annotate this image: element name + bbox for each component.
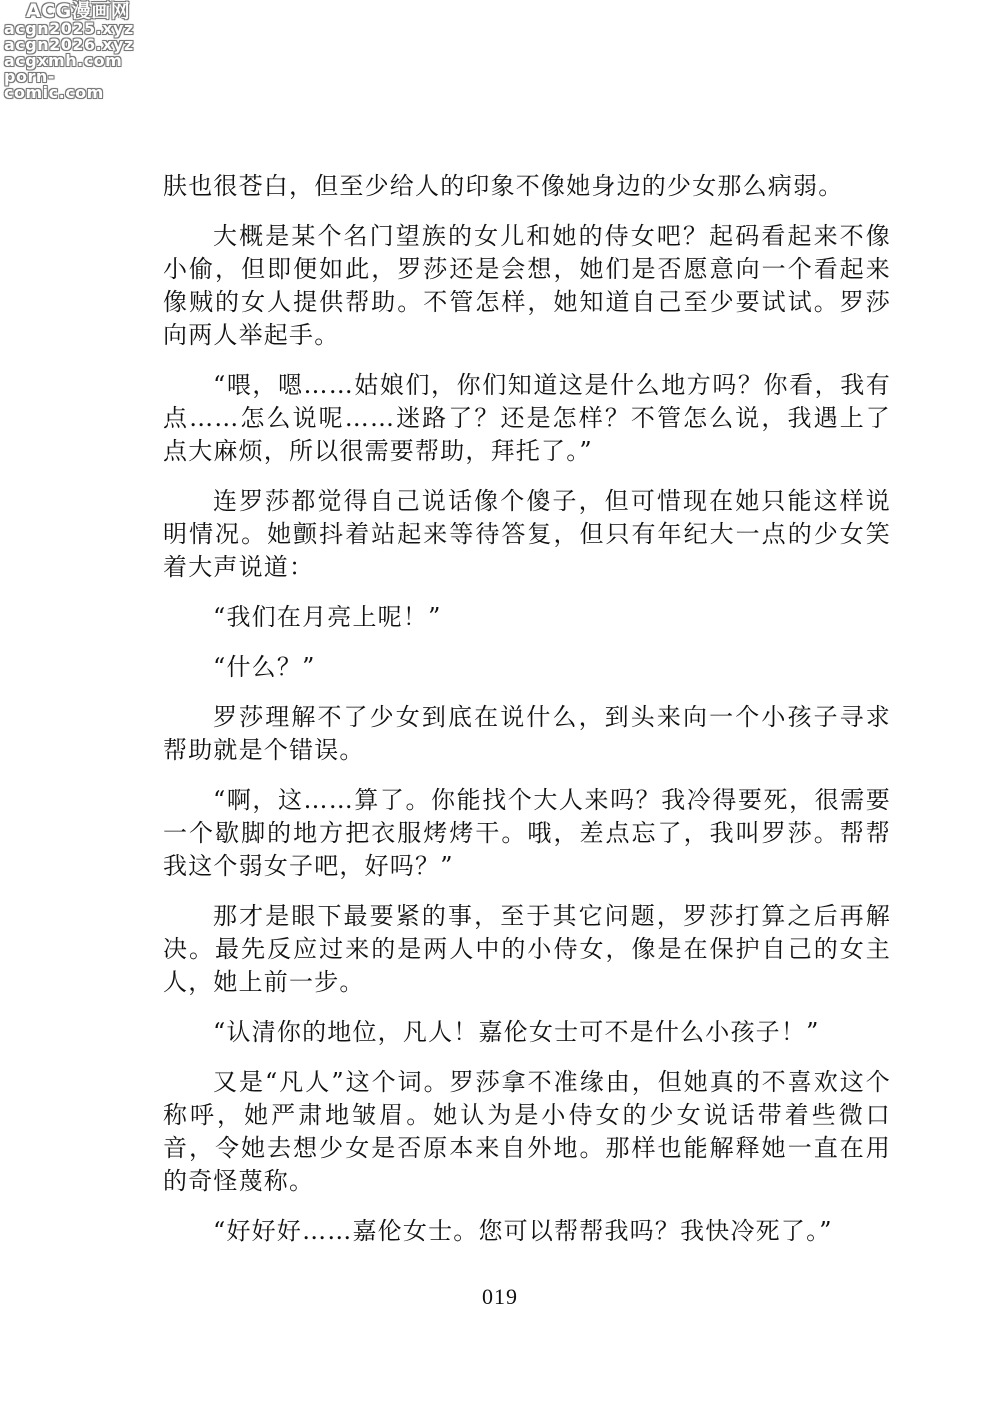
- paragraph: 又是“凡人”这个词。罗莎拿不准缘由，但她真的不喜欢这个称呼，她严肃地皱眉。她认为是小侍女的少女说话带着些微口音，令她去想少女是否原本来自外地。那样也能解释她一直在用的奇怪蔑称。: [163, 1068, 891, 1195]
- watermark: [4, 2, 154, 101]
- paragraph: “喂，嗯……姑娘们，你们知道这是什么地方吗？你看，我有点……怎么说呢……迷路了？还是怎样？不管怎么说，我遇上了点大麻烦，所以很需要帮助，拜托了。”: [163, 371, 891, 465]
- paragraph: 那才是眼下最要紧的事，至于其它问题，罗莎打算之后再解决。最先反应过来的是两人中的小侍女，像是在保护自己的女主人，她上前一步。: [163, 902, 891, 996]
- watermark-url: acgn2026.xyz: [4, 35, 134, 54]
- paragraph: 连罗莎都觉得自己说话像个傻子，但可惜现在她只能这样说明情况。她颤抖着站起来等待答复，但只有年纪大一点的少女笑着大声说道：: [163, 487, 891, 581]
- watermark-logo-text: ACG漫画网: [26, 0, 131, 22]
- paragraph: “什么？”: [213, 653, 316, 681]
- paragraph: 罗莎理解不了少女到底在说什么，到头来向一个小孩子寻求帮助就是个错误。: [163, 703, 891, 764]
- paragraph: “我们在月亮上呢！”: [213, 603, 442, 631]
- page-number: 019: [482, 1284, 518, 1309]
- paragraph: 大概是某个名门望族的女儿和她的侍女吧？起码看起来不像小偷，但即便如此，罗莎还是会想，她们是否愿意向一个看起来像贼的女人提供帮助。不管怎样，她知道自己至少要试试。罗莎向两人举起手。: [163, 222, 891, 349]
- watermark-url: acgn2025.xyz: [4, 19, 134, 38]
- paragraph: 肤也很苍白，但至少给人的印象不像她身边的少女那么病弱。: [163, 172, 844, 200]
- watermark-url: acgxmh.com: [4, 51, 123, 70]
- paragraph: “好好好……嘉伦女士。您可以帮帮我吗？我快冷死了。”: [213, 1217, 833, 1245]
- page-body: [163, 170, 891, 1265]
- paragraph: “啊，这……算了。你能找个大人来吗？我冷得要死，很需要一个歇脚的地方把衣服烤烤干。哦，差点忘了，我叫罗莎。帮帮我这个弱女子吧，好吗？”: [163, 786, 891, 880]
- watermark-url: porn-comic.com: [4, 67, 104, 102]
- paragraph: “认清你的地位，凡人！嘉伦女士可不是什么小孩子！”: [213, 1018, 820, 1046]
